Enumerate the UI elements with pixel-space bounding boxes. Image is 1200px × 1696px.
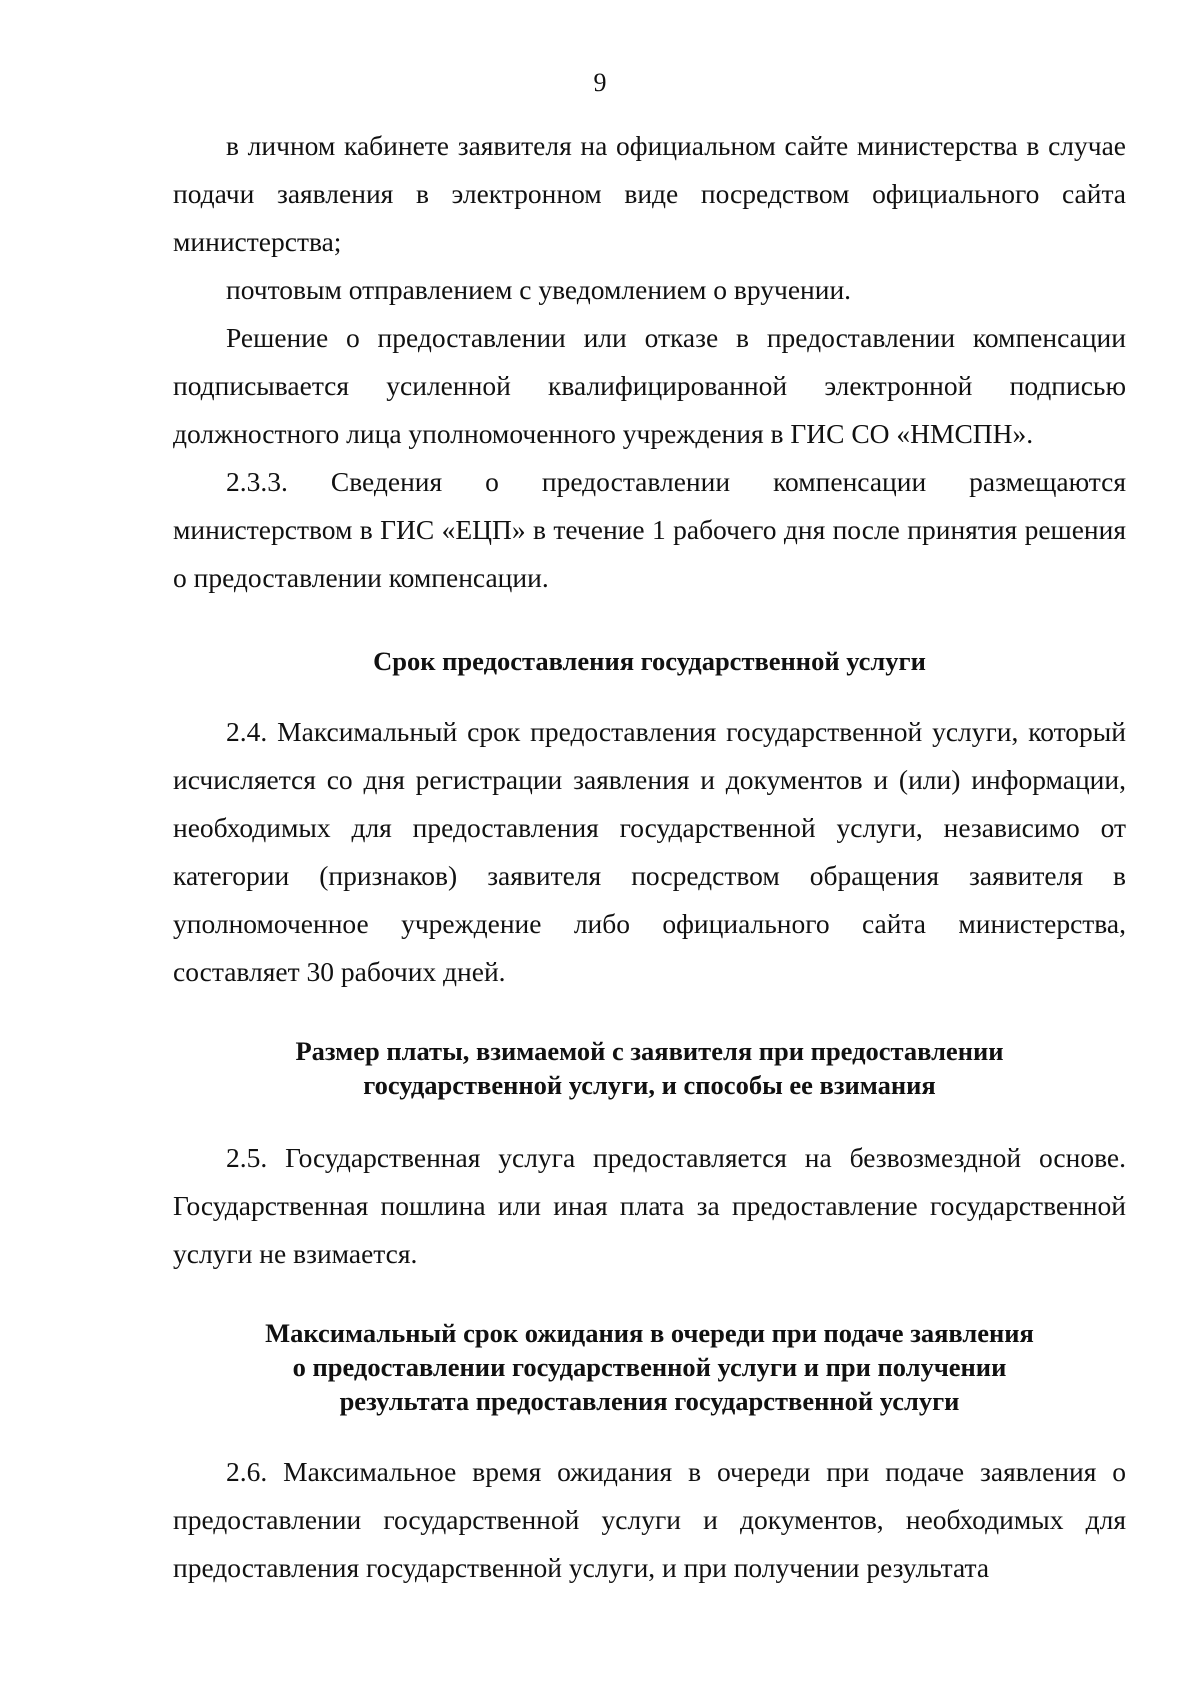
section-heading-queue-time-line-2: о предоставлении государственной услуги и при получении bbox=[292, 1352, 1007, 1382]
section-heading-queue-time-line-1: Максимальный срок ожидания в очереди при подаче заявления bbox=[265, 1318, 1034, 1348]
section-heading-fee bbox=[173, 1034, 1126, 1102]
paragraph-2-3-3: 2.3.3. Сведения о предоставлении компенсации размещаются министерством в ГИС «ЕЦП» в течение 1 рабочего дня после принятия решения о предоставлении компенсации. bbox=[173, 466, 1126, 593]
paragraph-personal-cabinet: в личном кабинете заявителя на официальном сайте министерства в случае подачи заявления в электронном виде посредством официального сайта министерства; bbox=[173, 130, 1126, 257]
paragraph-2-4: 2.4. Максимальный срок предоставления государственной услуги, который исчисляется со дня регистрации заявления и документов и (или) информации, необходимых для предоставления государственной услуги, независимо от категории (признаков) заявителя посредством обращения заявителя в уполномоченное учреждение либо официального сайта министерства, составляет 30 рабочих дней. bbox=[173, 716, 1126, 987]
section-heading-service-term: Срок предоставления государственной услуги bbox=[373, 646, 926, 676]
paragraph-decision-signature: Решение о предоставлении или отказе в предоставлении компенсации подписывается усиленной квалифицированной электронной подписью должностного лица уполномоченного учреждения в ГИС СО «НМСПН». bbox=[173, 322, 1126, 449]
section-heading-fee-line-2: государственной услуги, и способы ее взимания bbox=[363, 1070, 936, 1100]
paragraph-2-5: 2.5. Государственная услуга предоставляется на безвозмездной основе. Государственная пошлина или иная плата за предоставление государственной услуги не взимается. bbox=[173, 1142, 1126, 1269]
section-heading-queue-time bbox=[173, 1316, 1126, 1418]
document-body bbox=[173, 122, 1126, 1592]
section-heading-fee-line-1: Размер платы, взимаемой с заявителя при предоставлении bbox=[295, 1036, 1004, 1066]
paragraph-2-6: 2.6. Максимальное время ожидания в очереди при подаче заявления о предоставлении государственной услуги и документов, необходимых для предоставления государственной услуги, и при получении результата bbox=[173, 1456, 1126, 1583]
paragraph-postal-delivery: почтовым отправлением с уведомлением о вручении. bbox=[226, 274, 852, 305]
page-number: 9 bbox=[593, 68, 607, 97]
section-heading-queue-time-line-3: результата предоставления государственной услуги bbox=[339, 1386, 960, 1416]
